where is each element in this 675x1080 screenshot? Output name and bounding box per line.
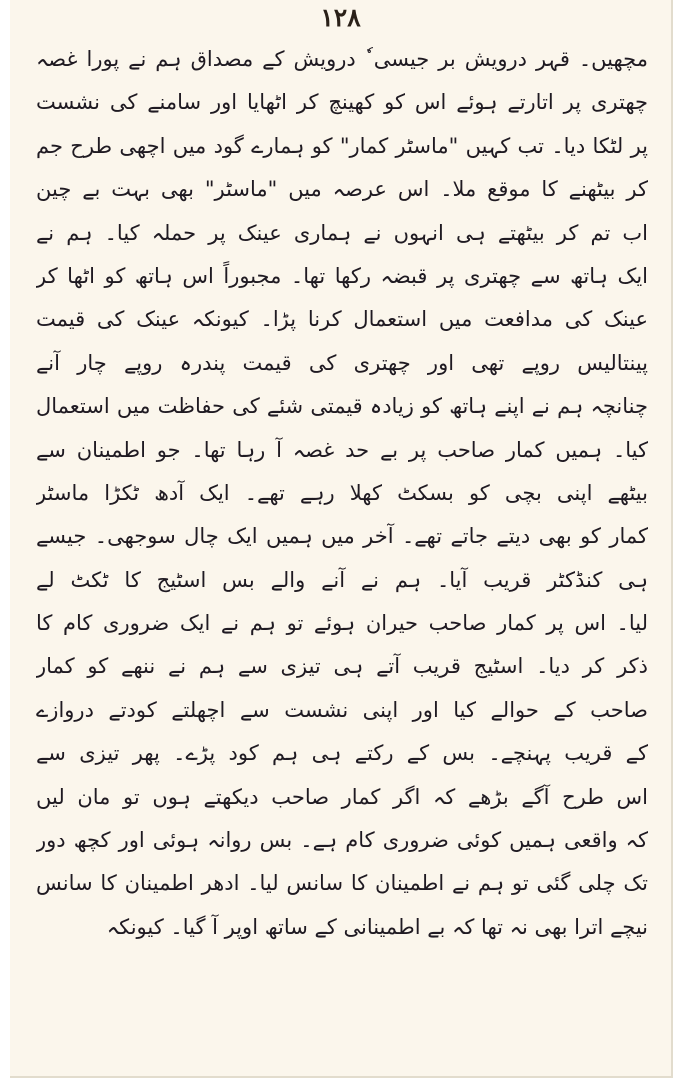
text-line-21: نیچے اترا بھی نہ تھا کہ بے اطمینانی کے ساتھ اوپر آ گیا۔ کیونکہ: [106, 914, 648, 939]
text-line-17: کے قریب پہنچے۔ بس کے رکتے ہی ہم کود پڑے۔ پھر تیزی سے: [36, 741, 648, 766]
text-line-16: صاحب کے حوالے کیا اور اپنی نشست سے اچھلتے کودتے دروازے: [36, 697, 648, 722]
text-line-5: اب تم کر بیٹھتے ہی انہوں نے ہماری عینک پر حملہ کیا۔ ہم نے: [36, 220, 648, 245]
body-text: [36, 38, 648, 949]
text-line-12: کمار کو بھی دیتے جاتے تھے۔ آخر میں ہمیں ایک چال سوجھی۔ جیسے: [36, 524, 648, 549]
text-line-9: چنانچہ ہم نے اپنے ہاتھ کو زیادہ قیمتی شئے کی حفاظت میں استعمال: [36, 394, 648, 419]
text-line-8: پینتالیس روپے تھی اور چھتری کی قیمت پندرہ روپے چار آنے: [36, 350, 648, 375]
text-line-13: ہی کنڈکٹر قریب آیا۔ ہم نے آنے والے بس اسٹیج کا ٹکٹ لے: [36, 567, 648, 592]
text-line-6: ایک ہاتھ سے چھتری پر قبضہ رکھا تھا۔ مجبوراً اس ہاتھ کو اٹھا کر: [36, 263, 648, 288]
text-line-20: تک چلی گئی تو ہم نے اطمینان کا سانس لیا۔ ادھر اطمینان کا سانس: [36, 871, 648, 896]
text-line-10: کیا۔ ہمیں کمار صاحب پر بے حد غصہ آ رہا تھا۔ جو اطمینان سے: [36, 437, 648, 462]
text-line-18: اس طرح آگے بڑھے کہ اگر کمار صاحب دیکھتے ہوں تو مان لیں: [36, 784, 648, 809]
book-page: [10, 0, 673, 1078]
text-line-4: کر بیٹھنے کا موقع ملا۔ اس عرصہ میں "ماسٹر" بھی بہت بے چین: [36, 177, 648, 202]
text-line-19: کہ واقعی ہمیں کوئی ضروری کام ہے۔ بس روانہ ہوئی اور کچھ دور: [36, 828, 648, 853]
text-line-7: عینک کی مدافعت میں استعمال کرنا پڑا۔ کیونکہ عینک کی قیمت: [36, 307, 648, 332]
text-line-2: چھتری پر اتارتے ہوئے اس کو کھینچ کر اٹھایا اور سامنے کی نشست: [36, 90, 648, 115]
text-line-14: لیا۔ اس پر کمار صاحب حیران ہوئے تو ہم نے ایک ضروری کام کا: [36, 611, 648, 636]
text-line-11: بیٹھے اپنی بچی کو بسکٹ کھلا رہے تھے۔ ایک آدھ ٹکڑا ماسٹر: [36, 480, 648, 505]
page-number: ۱۲۸: [320, 3, 361, 32]
text-line-3: پر لٹکا دیا۔ تب کہیں "ماسٹر کمار" کو ہمارے گود میں اچھی طرح جم: [36, 133, 648, 158]
text-line-15: ذکر کر دیا۔ اسٹیج قریب آتے ہی تیزی سے ہم نے ننھے کو کمار: [36, 654, 648, 679]
text-line-1: مچھیں۔ قہر درویش بر جیسی ٗ درویش کے مصداق ہم نے پورا غصہ: [36, 47, 648, 71]
